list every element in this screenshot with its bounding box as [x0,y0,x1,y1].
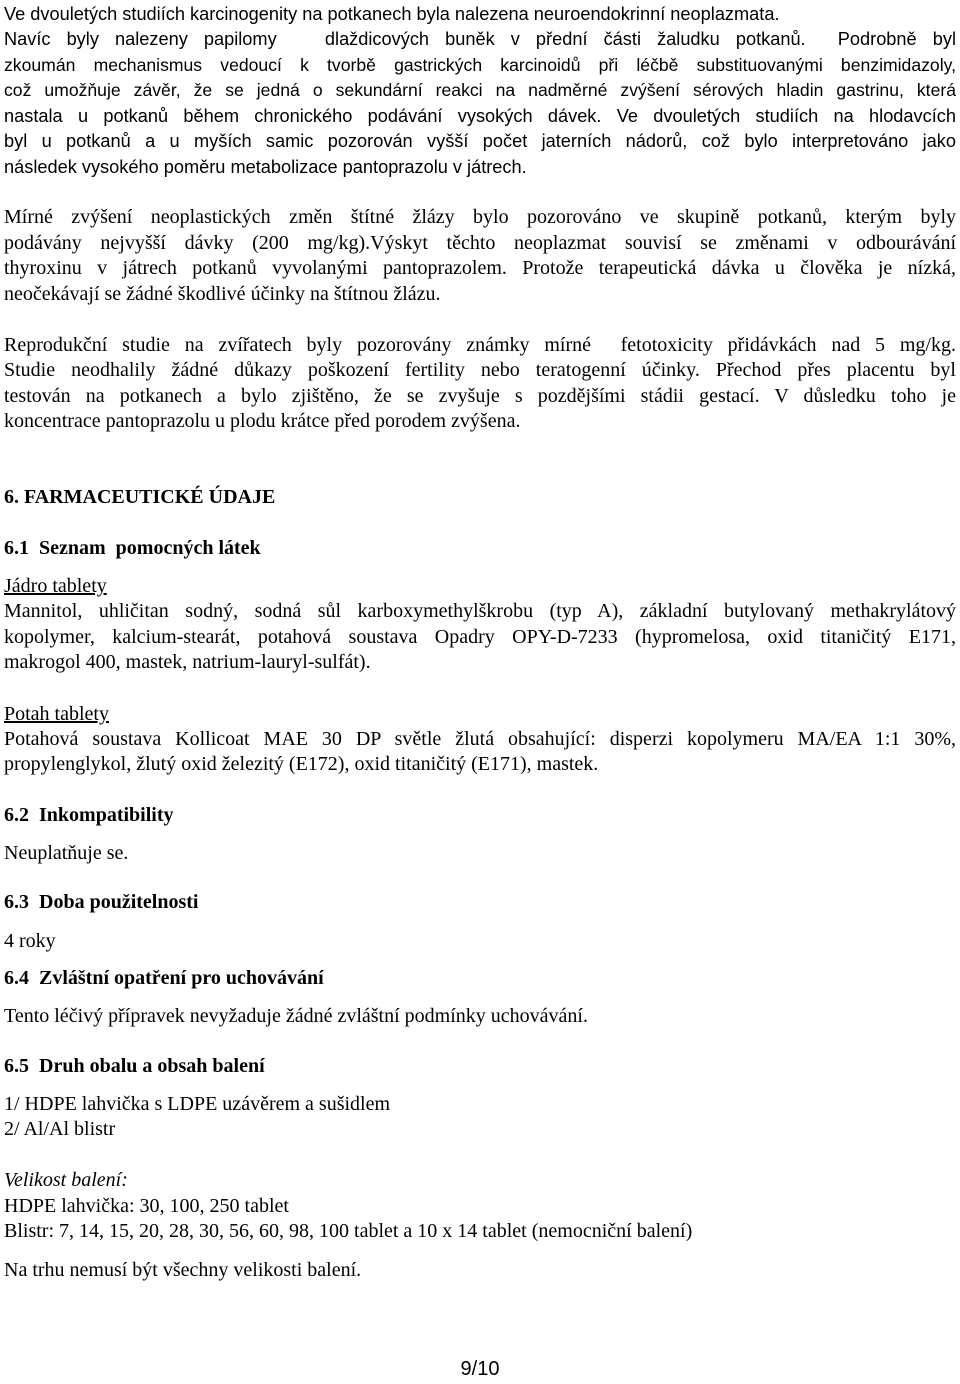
preclinical-line-4: což umožňuje závěr, že se jedná o sekundární reakci na nadměrné zvýšení sérových hladin gastrinu, která [4,80,956,100]
preclinical-line-6: byl u potkanů a u myších samic pozorován vyšší počet jaterních nádorů, což bylo interpretováno jako [4,131,956,151]
preclinical-line-7: následek vysokého poměru metabolizace pantoprazolu v játrech. [4,157,527,177]
core-tablet-line-1: Mannitol, uhličitan sodný, sodná sůl karboxymethylškrobu (typ A), základní butylovaný methakrylátový [4,600,956,622]
container-1: 1/ HDPE lahvička s LDPE uzávěrem a sušidlem [4,1093,391,1115]
coating-line-1: Potahová soustava Kollicoat MAE 30 DP světle žlutá obsahující: disperzi kopolymeru MA/EA 1:1 30%, [4,728,956,750]
preclinical-line-1: Ve dvouletých studiích karcinogenity na potkanech byla nalezena neuroendokrinní neoplazmata. [4,4,780,24]
reproduction-line-2: Studie neodhalily žádné důkazy poškození fertility nebo teratogenní účinky. Přechod přes placentu byl [4,359,956,381]
page-number: 9/10 [460,1358,500,1380]
thyroid-line-4: neočekávají se žádné škodlivé účinky na štítnou žlázu. [4,283,441,305]
thyroid-line-1: Mírné zvýšení neoplastických změn štítné žlázy bylo pozorováno ve skupině potkanů, kterým byly [4,206,956,228]
pack-size-note: Na trhu nemusí být všechny velikosti balení. [4,1259,362,1281]
coating-line-2: propylenglykol, žlutý oxid železitý (E172), oxid titaničitý (E171), mastek. [4,753,599,775]
section-6-2-text: Neuplatňuje se. [4,842,129,864]
preclinical-line-5: nastala u potkanů během chronického podávání vysokých dávek. Ve dvouletých studiích na hlodavcích [4,106,956,126]
coating-label: Potah tablety [4,703,109,725]
section-6-3-heading: 6.3 Doba použitelnosti [4,891,199,913]
section-6-1-heading: 6.1 Seznam pomocných látek [4,537,261,559]
reproduction-line-1: Reprodukční studie na zvířatech byly pozorovány známky mírné fetotoxicity přidávkách nad 5 mg/kg. [4,334,956,356]
core-tablet-label: Jádro tablety [4,575,107,597]
reproduction-line-4: koncentrace pantoprazolu u plodu krátce před porodem zvýšena. [4,410,521,432]
section-6-heading: 6. FARMACEUTICKÉ ÚDAJE [4,486,276,508]
preclinical-line-3: zkoumán mechanismus vedoucí k tvorbě gastrických karcinoidů při léčbě substituovanými benzimidazoly, [4,55,956,75]
section-6-5-heading: 6.5 Druh obalu a obsah balení [4,1055,265,1077]
section-6-4-text: Tento léčivý přípravek nevyžaduje žádné zvláštní podmínky uchovávání. [4,1005,588,1027]
preclinical-line-2: Navíc byly nalezeny papilomy dlaždicových buněk v přední části žaludku potkanů. Podrobně byl [4,29,956,49]
pack-size-hdpe: HDPE lahvička: 30, 100, 250 tablet [4,1195,289,1217]
core-tablet-line-3: makrogol 400, mastek, natrium-lauryl-sulfát). [4,651,371,673]
thyroid-line-3: thyroxinu v játrech potkanů vyvolanými pantoprazolem. Protože terapeutická dávka u člověka je nízká, [4,257,956,279]
reproduction-line-3: testován na potkanech a bylo zjištěno, že se zvyšuje s pozdějšími stádii gestací. V důsledku toho je [4,385,956,407]
section-6-2-heading: 6.2 Inkompatibility [4,804,174,826]
pack-size-label: Velikost balení: [4,1169,128,1191]
section-6-4-heading: 6.4 Zvláštní opatření pro uchovávání [4,967,324,989]
thyroid-line-2: podávány nejvyšší dávky (200 mg/kg).Výskyt těchto neoplazmat souvisí se změnami v odbourávání [4,232,956,254]
pack-size-blister: Blistr: 7, 14, 15, 20, 28, 30, 56, 60, 98, 100 tablet a 10 x 14 tablet (nemocniční balení) [4,1220,693,1242]
section-6-3-text: 4 roky [4,930,56,952]
core-tablet-line-2: kopolymer, kalcium-stearát, potahová soustava Opadry OPY-D-7233 (hypromelosa, oxid titaničitý E171, [4,626,956,648]
container-2: 2/ Al/Al blistr [4,1118,116,1140]
